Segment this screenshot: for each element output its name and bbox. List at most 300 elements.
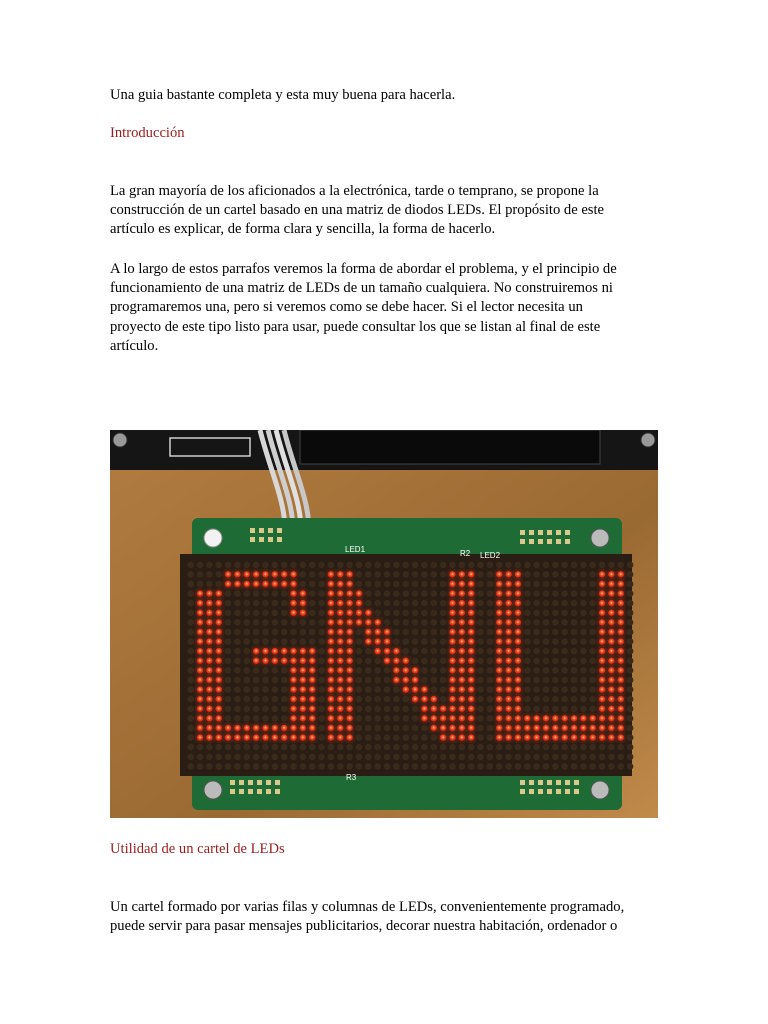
header-pin — [250, 537, 255, 542]
led-off — [552, 648, 559, 655]
led-off — [430, 562, 437, 569]
led-on — [281, 571, 288, 578]
led-off — [281, 667, 288, 674]
led-off — [281, 610, 288, 617]
led-on — [496, 725, 503, 732]
led-on — [468, 677, 475, 684]
led-off — [337, 744, 344, 751]
led-off — [234, 600, 241, 607]
led-on — [543, 715, 550, 722]
led-off — [524, 648, 531, 655]
led-off — [571, 619, 578, 626]
led-off — [243, 667, 250, 674]
led-on — [215, 734, 222, 741]
paragraph-line: funcionamiento de una matriz de LEDs de un tamaño cualquiera. No construiremos ni — [110, 280, 613, 297]
led-on — [365, 619, 372, 626]
led-off — [412, 744, 419, 751]
led-off — [356, 715, 363, 722]
led-on — [449, 696, 456, 703]
led-on — [468, 590, 475, 597]
led-on — [430, 696, 437, 703]
led-off — [421, 734, 428, 741]
led-off — [393, 638, 400, 645]
led-off — [225, 763, 232, 770]
led-off — [243, 715, 250, 722]
led-off — [412, 706, 419, 713]
led-off — [187, 667, 194, 674]
led-on — [328, 715, 335, 722]
led-off — [477, 667, 484, 674]
led-off — [309, 581, 316, 588]
led-off — [393, 734, 400, 741]
led-on — [337, 648, 344, 655]
led-on — [505, 715, 512, 722]
paragraph-3 — [110, 898, 624, 936]
led-off — [487, 725, 494, 732]
led-off — [477, 571, 484, 578]
led-on — [608, 658, 615, 665]
led-off — [384, 619, 391, 626]
led-off — [561, 763, 568, 770]
led-on — [440, 725, 447, 732]
led-on — [346, 619, 353, 626]
led-off — [627, 562, 634, 569]
led-on — [290, 725, 297, 732]
led-off — [571, 696, 578, 703]
led-off — [402, 600, 409, 607]
led-on — [337, 725, 344, 732]
header-pin — [556, 539, 561, 544]
led-on — [496, 600, 503, 607]
led-on — [449, 706, 456, 713]
led-on — [290, 696, 297, 703]
led-off — [187, 677, 194, 684]
led-on — [589, 725, 596, 732]
led-off — [356, 629, 363, 636]
led-off — [627, 763, 634, 770]
led-on — [459, 725, 466, 732]
header-pin — [239, 789, 244, 794]
led-on — [300, 706, 307, 713]
led-on — [197, 715, 204, 722]
led-on — [206, 638, 213, 645]
header-pin — [547, 789, 552, 794]
led-on — [449, 686, 456, 693]
led-off — [421, 571, 428, 578]
led-off — [290, 629, 297, 636]
led-on — [571, 715, 578, 722]
led-off — [262, 763, 269, 770]
led-on — [468, 619, 475, 626]
led-off — [234, 590, 241, 597]
led-on — [234, 581, 241, 588]
led-off — [318, 619, 325, 626]
led-on — [328, 667, 335, 674]
heading-utilidad: Utilidad de un cartel de LEDs — [110, 841, 285, 857]
led-off — [384, 590, 391, 597]
led-on — [337, 658, 344, 665]
led-off — [272, 667, 279, 674]
led-off — [206, 754, 213, 761]
led-on — [496, 658, 503, 665]
led-off — [300, 638, 307, 645]
led-off — [552, 610, 559, 617]
led-off — [533, 706, 540, 713]
led-off — [430, 610, 437, 617]
led-on — [505, 686, 512, 693]
led-off — [318, 696, 325, 703]
led-on — [468, 638, 475, 645]
led-on — [215, 638, 222, 645]
led-on — [215, 686, 222, 693]
led-off — [187, 725, 194, 732]
led-off — [356, 763, 363, 770]
led-off — [384, 744, 391, 751]
led-off — [477, 562, 484, 569]
led-off — [272, 744, 279, 751]
led-off — [533, 744, 540, 751]
led-off — [356, 696, 363, 703]
led-off — [384, 562, 391, 569]
led-on — [356, 600, 363, 607]
led-off — [328, 754, 335, 761]
led-off — [243, 590, 250, 597]
led-off — [272, 677, 279, 684]
led-off — [487, 686, 494, 693]
led-off — [496, 744, 503, 751]
led-on — [430, 706, 437, 713]
led-on — [599, 667, 606, 674]
led-off — [552, 658, 559, 665]
led-on — [580, 715, 587, 722]
led-off — [477, 754, 484, 761]
led-off — [225, 667, 232, 674]
led-off — [290, 744, 297, 751]
led-off — [589, 571, 596, 578]
led-on — [309, 658, 316, 665]
led-off — [356, 686, 363, 693]
led-off — [477, 600, 484, 607]
led-off — [477, 658, 484, 665]
led-on — [449, 610, 456, 617]
led-off — [552, 562, 559, 569]
led-off — [440, 754, 447, 761]
led-off — [430, 619, 437, 626]
led-off — [440, 744, 447, 751]
led-on — [206, 610, 213, 617]
led-off — [477, 706, 484, 713]
led-off — [421, 610, 428, 617]
header-pin — [277, 537, 282, 542]
led-off — [402, 610, 409, 617]
header-pin — [268, 528, 273, 533]
led-off — [627, 610, 634, 617]
led-off — [459, 744, 466, 751]
led-on — [328, 686, 335, 693]
led-off — [561, 619, 568, 626]
led-on — [402, 677, 409, 684]
led-on — [599, 658, 606, 665]
led-on — [515, 715, 522, 722]
led-off — [393, 590, 400, 597]
led-off — [552, 696, 559, 703]
led-off — [505, 754, 512, 761]
led-off — [515, 744, 522, 751]
led-off — [580, 696, 587, 703]
led-on — [328, 648, 335, 655]
paragraph-line: puede servir para pasar mensajes publicitarios, decorar nuestra habitación, ordenador o — [110, 918, 618, 935]
led-off — [589, 581, 596, 588]
led-on — [197, 696, 204, 703]
led-off — [346, 562, 353, 569]
led-off — [599, 744, 606, 751]
led-on — [215, 725, 222, 732]
led-on — [468, 696, 475, 703]
led-on — [197, 677, 204, 684]
led-on — [617, 638, 624, 645]
led-on — [515, 725, 522, 732]
led-off — [272, 706, 279, 713]
header-pin — [547, 530, 552, 535]
led-on — [515, 619, 522, 626]
led-off — [187, 715, 194, 722]
led-off — [533, 590, 540, 597]
led-on — [449, 648, 456, 655]
led-off — [580, 763, 587, 770]
led-off — [412, 571, 419, 578]
led-off — [561, 744, 568, 751]
led-on — [300, 715, 307, 722]
led-on — [215, 658, 222, 665]
led-off — [421, 677, 428, 684]
led-off — [440, 667, 447, 674]
led-off — [187, 619, 194, 626]
led-off — [356, 562, 363, 569]
led-off — [608, 744, 615, 751]
led-off — [627, 715, 634, 722]
led-off — [571, 562, 578, 569]
led-off — [384, 763, 391, 770]
led-off — [234, 763, 241, 770]
led-on — [505, 677, 512, 684]
led-off — [337, 754, 344, 761]
led-off — [225, 677, 232, 684]
led-off — [365, 677, 372, 684]
led-off — [430, 581, 437, 588]
led-on — [440, 734, 447, 741]
led-off — [262, 696, 269, 703]
led-off — [309, 754, 316, 761]
led-off — [253, 696, 260, 703]
led-on — [505, 696, 512, 703]
led-off — [440, 686, 447, 693]
led-on — [234, 571, 241, 578]
led-off — [524, 667, 531, 674]
led-off — [215, 754, 222, 761]
led-off — [187, 562, 194, 569]
led-off — [402, 754, 409, 761]
led-off — [281, 686, 288, 693]
led-off — [402, 581, 409, 588]
led-on — [608, 734, 615, 741]
led-off — [477, 619, 484, 626]
led-off — [384, 677, 391, 684]
led-on — [468, 629, 475, 636]
led-on — [234, 725, 241, 732]
led-off — [290, 763, 297, 770]
led-on — [262, 725, 269, 732]
led-on — [300, 667, 307, 674]
led-on — [309, 734, 316, 741]
led-off — [374, 744, 381, 751]
led-off — [571, 686, 578, 693]
led-off — [487, 629, 494, 636]
led-on — [468, 715, 475, 722]
led-off — [552, 638, 559, 645]
led-on — [524, 734, 531, 741]
led-on — [328, 629, 335, 636]
led-off — [496, 763, 503, 770]
led-on — [459, 619, 466, 626]
led-on — [337, 696, 344, 703]
led-off — [552, 629, 559, 636]
led-off — [197, 754, 204, 761]
led-off — [243, 562, 250, 569]
header-pin — [239, 780, 244, 785]
led-off — [552, 600, 559, 607]
led-on — [617, 725, 624, 732]
led-off — [365, 763, 372, 770]
led-off — [412, 763, 419, 770]
paragraph-line: programaremos una, pero si veremos como se debe hacer. Si el lector necesita un — [110, 299, 583, 316]
led-off — [430, 638, 437, 645]
led-off — [515, 763, 522, 770]
led-off — [543, 590, 550, 597]
led-off — [421, 619, 428, 626]
led-on — [328, 619, 335, 626]
led-off — [571, 677, 578, 684]
led-off — [543, 629, 550, 636]
led-off — [272, 715, 279, 722]
led-on — [524, 715, 531, 722]
led-off — [234, 706, 241, 713]
led-off — [580, 600, 587, 607]
led-on — [290, 667, 297, 674]
led-off — [487, 600, 494, 607]
led-off — [561, 638, 568, 645]
led-on — [337, 715, 344, 722]
led-off — [440, 696, 447, 703]
led-off — [225, 754, 232, 761]
led-off — [430, 667, 437, 674]
led-off — [253, 715, 260, 722]
led-off — [440, 562, 447, 569]
led-on — [617, 677, 624, 684]
led-off — [627, 581, 634, 588]
screw-icon — [591, 781, 609, 799]
led-on — [617, 734, 624, 741]
led-on — [421, 686, 428, 693]
led-off — [374, 571, 381, 578]
led-off — [571, 744, 578, 751]
led-off — [374, 686, 381, 693]
led-off — [281, 706, 288, 713]
led-on — [430, 715, 437, 722]
led-off — [187, 658, 194, 665]
led-on — [599, 581, 606, 588]
led-off — [253, 562, 260, 569]
led-off — [524, 686, 531, 693]
led-on — [309, 715, 316, 722]
led-off — [356, 638, 363, 645]
led-on — [393, 648, 400, 655]
led-off — [440, 610, 447, 617]
led-off — [589, 744, 596, 751]
header-pin — [277, 528, 282, 533]
led-off — [421, 667, 428, 674]
led-on — [617, 648, 624, 655]
led-off — [533, 638, 540, 645]
led-off — [524, 600, 531, 607]
led-on — [300, 725, 307, 732]
led-on — [561, 715, 568, 722]
led-on — [309, 725, 316, 732]
led-off — [430, 763, 437, 770]
led-off — [524, 706, 531, 713]
led-on — [459, 600, 466, 607]
led-on — [281, 648, 288, 655]
led-off — [571, 638, 578, 645]
led-on — [571, 725, 578, 732]
led-off — [580, 706, 587, 713]
led-off — [440, 571, 447, 578]
led-on — [309, 648, 316, 655]
led-off — [421, 581, 428, 588]
led-on — [608, 590, 615, 597]
led-off — [589, 706, 596, 713]
led-off — [243, 619, 250, 626]
led-off — [300, 571, 307, 578]
led-off — [627, 734, 634, 741]
led-off — [402, 638, 409, 645]
led-on — [281, 725, 288, 732]
led-off — [561, 629, 568, 636]
led-off — [617, 763, 624, 770]
header-pin — [248, 780, 253, 785]
led-off — [309, 638, 316, 645]
led-on — [309, 667, 316, 674]
led-on — [374, 648, 381, 655]
led-off — [346, 754, 353, 761]
led-on — [197, 600, 204, 607]
paragraph-line: artículo. — [110, 337, 159, 354]
led-on — [384, 629, 391, 636]
led-on — [580, 734, 587, 741]
led-off — [571, 763, 578, 770]
led-off — [384, 725, 391, 732]
led-on — [346, 706, 353, 713]
led-off — [262, 638, 269, 645]
led-off — [430, 600, 437, 607]
led-off — [487, 571, 494, 578]
led-on — [505, 600, 512, 607]
led-off — [225, 715, 232, 722]
led-on — [608, 629, 615, 636]
led-off — [459, 562, 466, 569]
led-off — [599, 562, 606, 569]
led-off — [571, 706, 578, 713]
led-off — [318, 658, 325, 665]
